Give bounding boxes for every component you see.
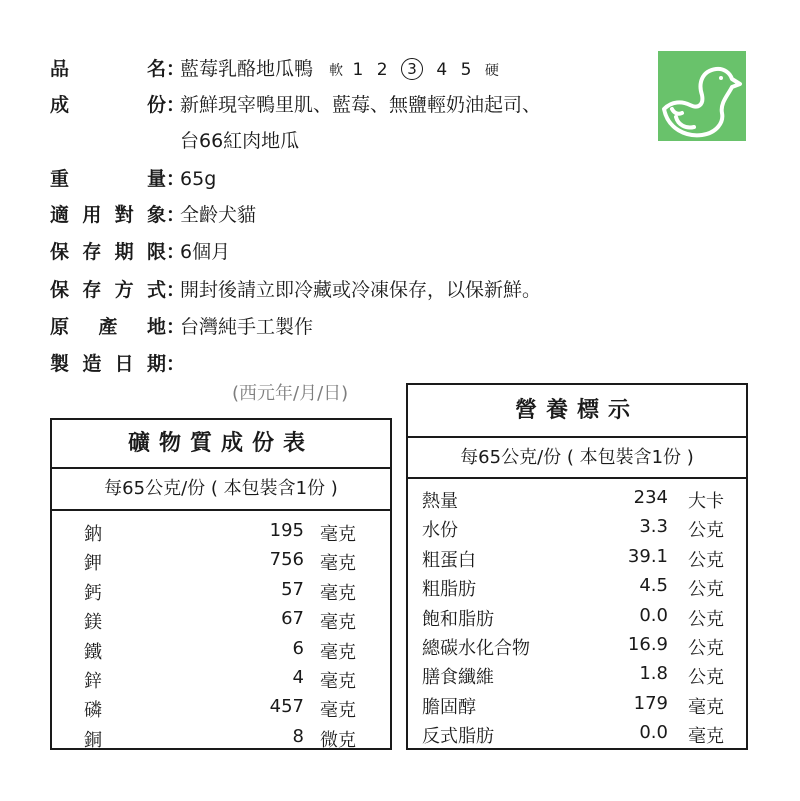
texture-level-5: 5 xyxy=(460,60,476,80)
nutrient-name: 膳食纖維 xyxy=(422,667,494,689)
weight-label: 重量 xyxy=(50,168,166,190)
nutrient-row xyxy=(422,487,742,513)
colon: ： xyxy=(166,204,186,226)
mineral-name: 鎂 xyxy=(84,612,102,634)
mineral-value: 57 xyxy=(281,578,304,600)
mineral-value: 4 xyxy=(292,667,304,688)
nutrient-name: 總碳水化合物 xyxy=(422,638,530,659)
nutrient-value: 0.0 xyxy=(639,722,668,744)
mineral-value: 6 xyxy=(292,637,304,659)
nutrient-value: 16.9 xyxy=(627,634,668,655)
mineral-unit: 毫克 xyxy=(320,612,356,634)
nutrient-row xyxy=(422,693,742,719)
mineral-name: 鈉 xyxy=(84,524,102,545)
mineral-unit: 微克 xyxy=(320,729,356,751)
target-row xyxy=(50,203,256,227)
shelf-life-value: 6個月 xyxy=(180,241,231,263)
nutrient-name: 熱量 xyxy=(422,491,458,512)
mineral-name: 鋅 xyxy=(84,671,102,692)
nutrient-unit: 毫克 xyxy=(688,726,724,748)
colon: ： xyxy=(166,168,186,190)
nutrient-name: 反式脂肪 xyxy=(422,726,494,748)
texture-level-3-selected: 3 xyxy=(401,58,423,80)
nutrient-row xyxy=(422,605,742,631)
minerals-title: 礦物質成份表 xyxy=(127,431,314,456)
nutrient-unit: 公克 xyxy=(688,608,724,630)
mineral-name: 鐵 xyxy=(84,641,102,663)
ingredients-line-1: 新鮮現宰鴨里肌、藍莓、無鹽輕奶油起司、 xyxy=(180,94,542,116)
date-format-hint: (西元年/月/日) xyxy=(232,383,349,404)
origin-label: 原產地 xyxy=(50,316,166,338)
nutrient-row xyxy=(422,516,742,542)
mineral-unit: 毫克 xyxy=(320,700,356,722)
mineral-name: 鈣 xyxy=(84,582,102,604)
mfg-date-label: 製造日期 xyxy=(50,353,166,375)
mineral-unit: 毫克 xyxy=(320,671,356,692)
product-name-row xyxy=(50,57,499,83)
target-label: 適用對象 xyxy=(50,204,166,226)
nutrient-value: 234 xyxy=(633,487,668,508)
target-value: 全齡犬貓 xyxy=(180,204,257,226)
nutrient-name: 膽固醇 xyxy=(422,696,476,718)
weight-row xyxy=(50,167,216,191)
nutrition-serving: 每65公克/份 ( 本包裝含1份 ) xyxy=(408,436,746,479)
texture-hard-label: 硬 xyxy=(484,63,499,79)
mineral-unit: 毫克 xyxy=(320,582,356,604)
nutrient-value: 179 xyxy=(633,692,668,714)
minerals-serving: 每65公克/份 ( 本包裝含1份 ) xyxy=(52,467,390,511)
mineral-row xyxy=(84,608,404,634)
nutrient-name: 粗脂肪 xyxy=(422,579,476,601)
nutrient-value: 0.0 xyxy=(639,604,668,626)
nutrient-value: 39.1 xyxy=(627,545,668,567)
mineral-name: 銅 xyxy=(84,729,102,751)
product-name-label: 品名 xyxy=(50,58,166,80)
colon: ： xyxy=(166,58,186,80)
texture-level-4: 4 xyxy=(436,60,452,80)
texture-scale xyxy=(329,60,499,80)
mineral-unit: 毫克 xyxy=(320,553,356,575)
mineral-row xyxy=(84,696,404,722)
nutrition-title: 營養標示 xyxy=(514,398,639,423)
mineral-unit: 毫克 xyxy=(320,641,356,663)
nutrient-row xyxy=(422,634,742,660)
nutrient-unit: 大卡 xyxy=(688,491,724,512)
mineral-value: 756 xyxy=(269,549,304,571)
shelf-life-row xyxy=(50,240,230,264)
nutrient-unit: 公克 xyxy=(688,579,724,601)
nutrient-row xyxy=(422,546,742,572)
nutrient-name: 粗蛋白 xyxy=(422,549,476,571)
nutrient-row xyxy=(422,663,742,689)
nutrient-row xyxy=(422,722,742,748)
colon: ： xyxy=(166,353,186,375)
mineral-row xyxy=(84,520,404,546)
mineral-unit: 毫克 xyxy=(320,524,356,545)
texture-level-1: 1 xyxy=(352,60,368,80)
mineral-row xyxy=(84,726,404,752)
nutrient-unit: 公克 xyxy=(688,549,724,571)
weight-value: 65g xyxy=(180,168,217,190)
minerals-table xyxy=(50,418,392,750)
mfg-date-row xyxy=(50,352,186,376)
nutrient-unit: 公克 xyxy=(688,638,724,659)
colon: ： xyxy=(166,241,186,263)
mineral-value: 67 xyxy=(281,608,304,630)
mineral-name: 鉀 xyxy=(84,553,102,575)
colon: ： xyxy=(166,94,186,116)
nutrient-unit: 公克 xyxy=(688,520,724,542)
ingredients-line-2: 台66紅肉地瓜 xyxy=(180,130,300,152)
ingredients-row xyxy=(50,93,541,117)
nutrient-name: 水份 xyxy=(422,520,458,542)
storage-row xyxy=(50,278,541,302)
nutrition-table xyxy=(406,383,748,750)
nutrient-name: 飽和脂肪 xyxy=(422,608,494,630)
mineral-name: 磷 xyxy=(84,700,102,722)
colon: ： xyxy=(166,316,186,338)
nutrient-unit: 毫克 xyxy=(688,696,724,718)
shelf-life-label: 保存期限 xyxy=(50,241,166,263)
duck-icon xyxy=(658,51,746,141)
origin-value: 台灣純手工製作 xyxy=(180,316,314,338)
nutrient-row xyxy=(422,575,742,601)
storage-label: 保存方式 xyxy=(50,279,166,301)
mineral-value: 195 xyxy=(269,520,304,541)
texture-level-2: 2 xyxy=(376,60,392,80)
texture-soft-label: 軟 xyxy=(329,63,344,79)
nutrient-value: 1.8 xyxy=(639,663,668,685)
mineral-row xyxy=(84,549,404,575)
nutrient-unit: 公克 xyxy=(688,667,724,689)
ingredients-label: 成份 xyxy=(50,94,166,116)
product-name-value: 藍莓乳酪地瓜鴨 xyxy=(180,58,314,80)
mineral-row xyxy=(84,667,404,693)
colon: ： xyxy=(166,279,186,301)
nutrient-value: 4.5 xyxy=(639,575,668,597)
storage-value: 開封後請立即冷藏或冷凍保存，以保新鮮。 xyxy=(180,279,542,301)
origin-row xyxy=(50,315,313,339)
mineral-value: 457 xyxy=(269,696,304,718)
duck-logo xyxy=(658,51,746,141)
ingredients-row-2 xyxy=(180,129,299,153)
mineral-row xyxy=(84,638,404,664)
mineral-row xyxy=(84,579,404,605)
nutrient-value: 3.3 xyxy=(639,516,668,538)
mineral-value: 8 xyxy=(292,725,304,747)
